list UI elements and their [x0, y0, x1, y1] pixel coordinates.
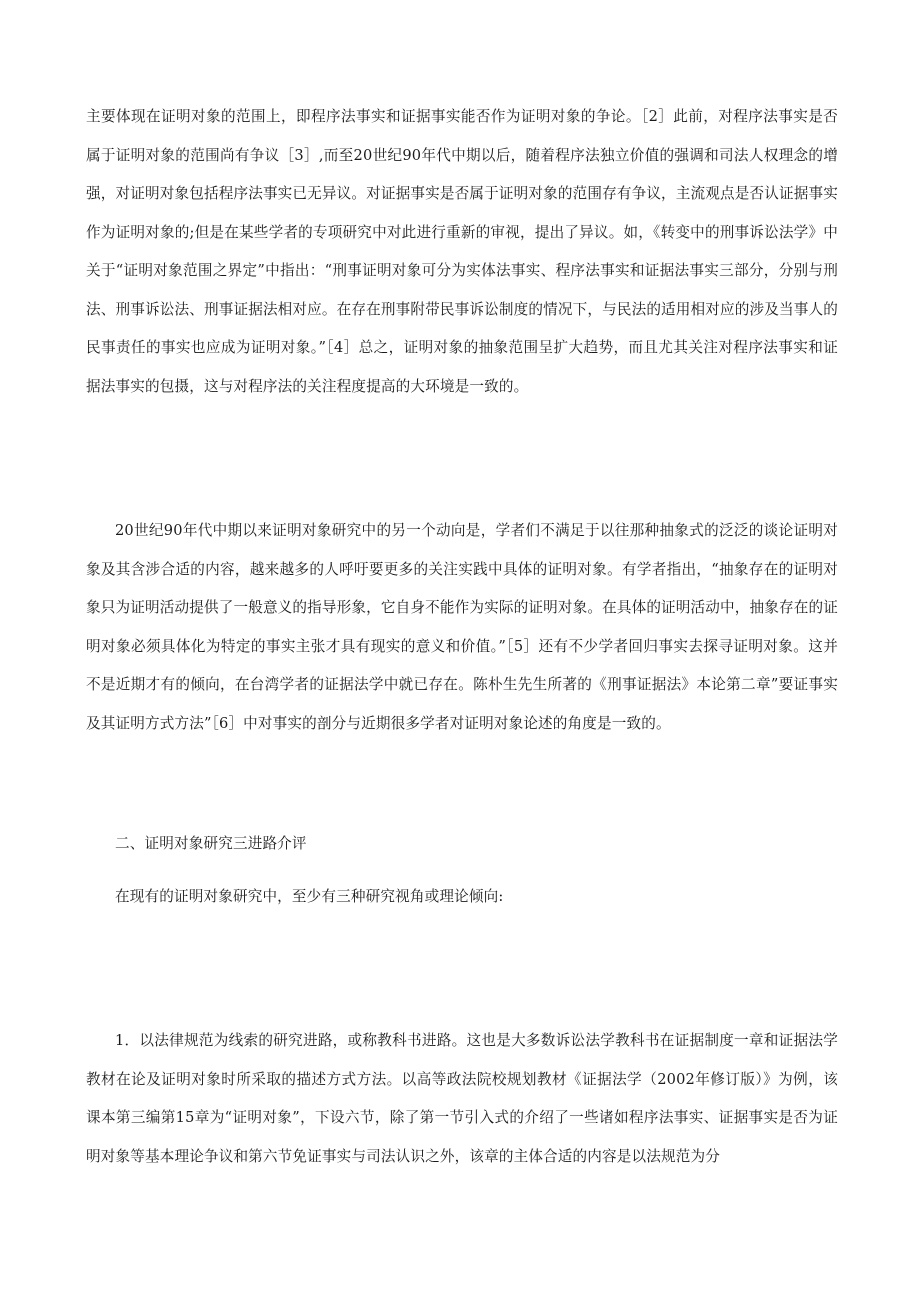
section-heading: 二、证明对象研究三进路介评: [115, 835, 307, 852]
paragraph-4: 1．以法律规范为线索的研究进路，或称教科书进路。这也是大多数诉讼法学教科书在证据制度一章和证据法学教材在论及证明对象时所采取的描述方式方法。以高等政法院校规划教材《证据法学（2002年修订版）》为例，该课本第三编第15章为“证明对象”，下设六节，除了第一节引入式的介绍了一些诸如程序法事实、证据事实是否为证明对象等基本理论争议和第六节免证事实与司法认识之外，该章的主体合适的内容是以法规范为分: [86, 1032, 838, 1165]
paragraph-2: 20世纪90年代中期以来证明对象研究中的另一个动向是，学者们不满足于以往那种抽象式的泛泛的谈论证明对象及其含涉合适的内容，越来越多的人呼吁要更多的关注实践中具体的证明对象。有学者指出，“抽象存在的证明对象只为证明活动提供了一般意义的指导形象，它自身不能作为实际的证明对象。在具体的证明活动中，抽象存在的证明对象必须具体化为特定的事实主张才具有现实的意义和价值。”［5］还有不少学者回归事实去探寻证明对象。这并不是近期才有的倾向，在台湾学者的证据法学中就已存在。陈朴生先生所著的《刑事证据法》本论第二章”要证事实及其证明方式方法”［6］中对事实的剖分与近期很多学者对证明对象论述的角度是一致的。: [86, 522, 838, 732]
paragraph-3: 在现有的证明对象研究中，至少有三种研究视角或理论倾向:: [115, 888, 504, 905]
paragraph-1: 主要体现在证明对象的范围上，即程序法事实和证据事实能否作为证明对象的争论。［2］此前，对程序法事实是否属于证明对象的范围尚有争议［3］,而至20世纪90年代中期以后，随着程序法独立价值的强调和司法人权理念的增强，对证明对象包括程序法事实已无异议。对证据事实是否属于证明对象的范围存有争议，主流观点是否认证据事实作为证明对象的;但是在某些学者的专项研究中对此进行重新的审视，提出了异议。如，《转变中的刑事诉讼法学》中关于“证明对象范围之界定”中指出：“刑事证明对象可分为实体法事实、程序法事实和证据法事实三部分，分别与刑法、刑事诉讼法、刑事证据法相对应。在存在刑事附带民事诉讼制度的情况下，与民法的适用相对应的涉及当事人的民事责任的事实也应成为证明对象。”［4］总之，证明对象的抽象范围呈扩大趋势，而且尤其关注对程序法事实和证据法事实的包摄，这与对程序法的关注程度提高的大环境是一致的。: [86, 108, 838, 395]
